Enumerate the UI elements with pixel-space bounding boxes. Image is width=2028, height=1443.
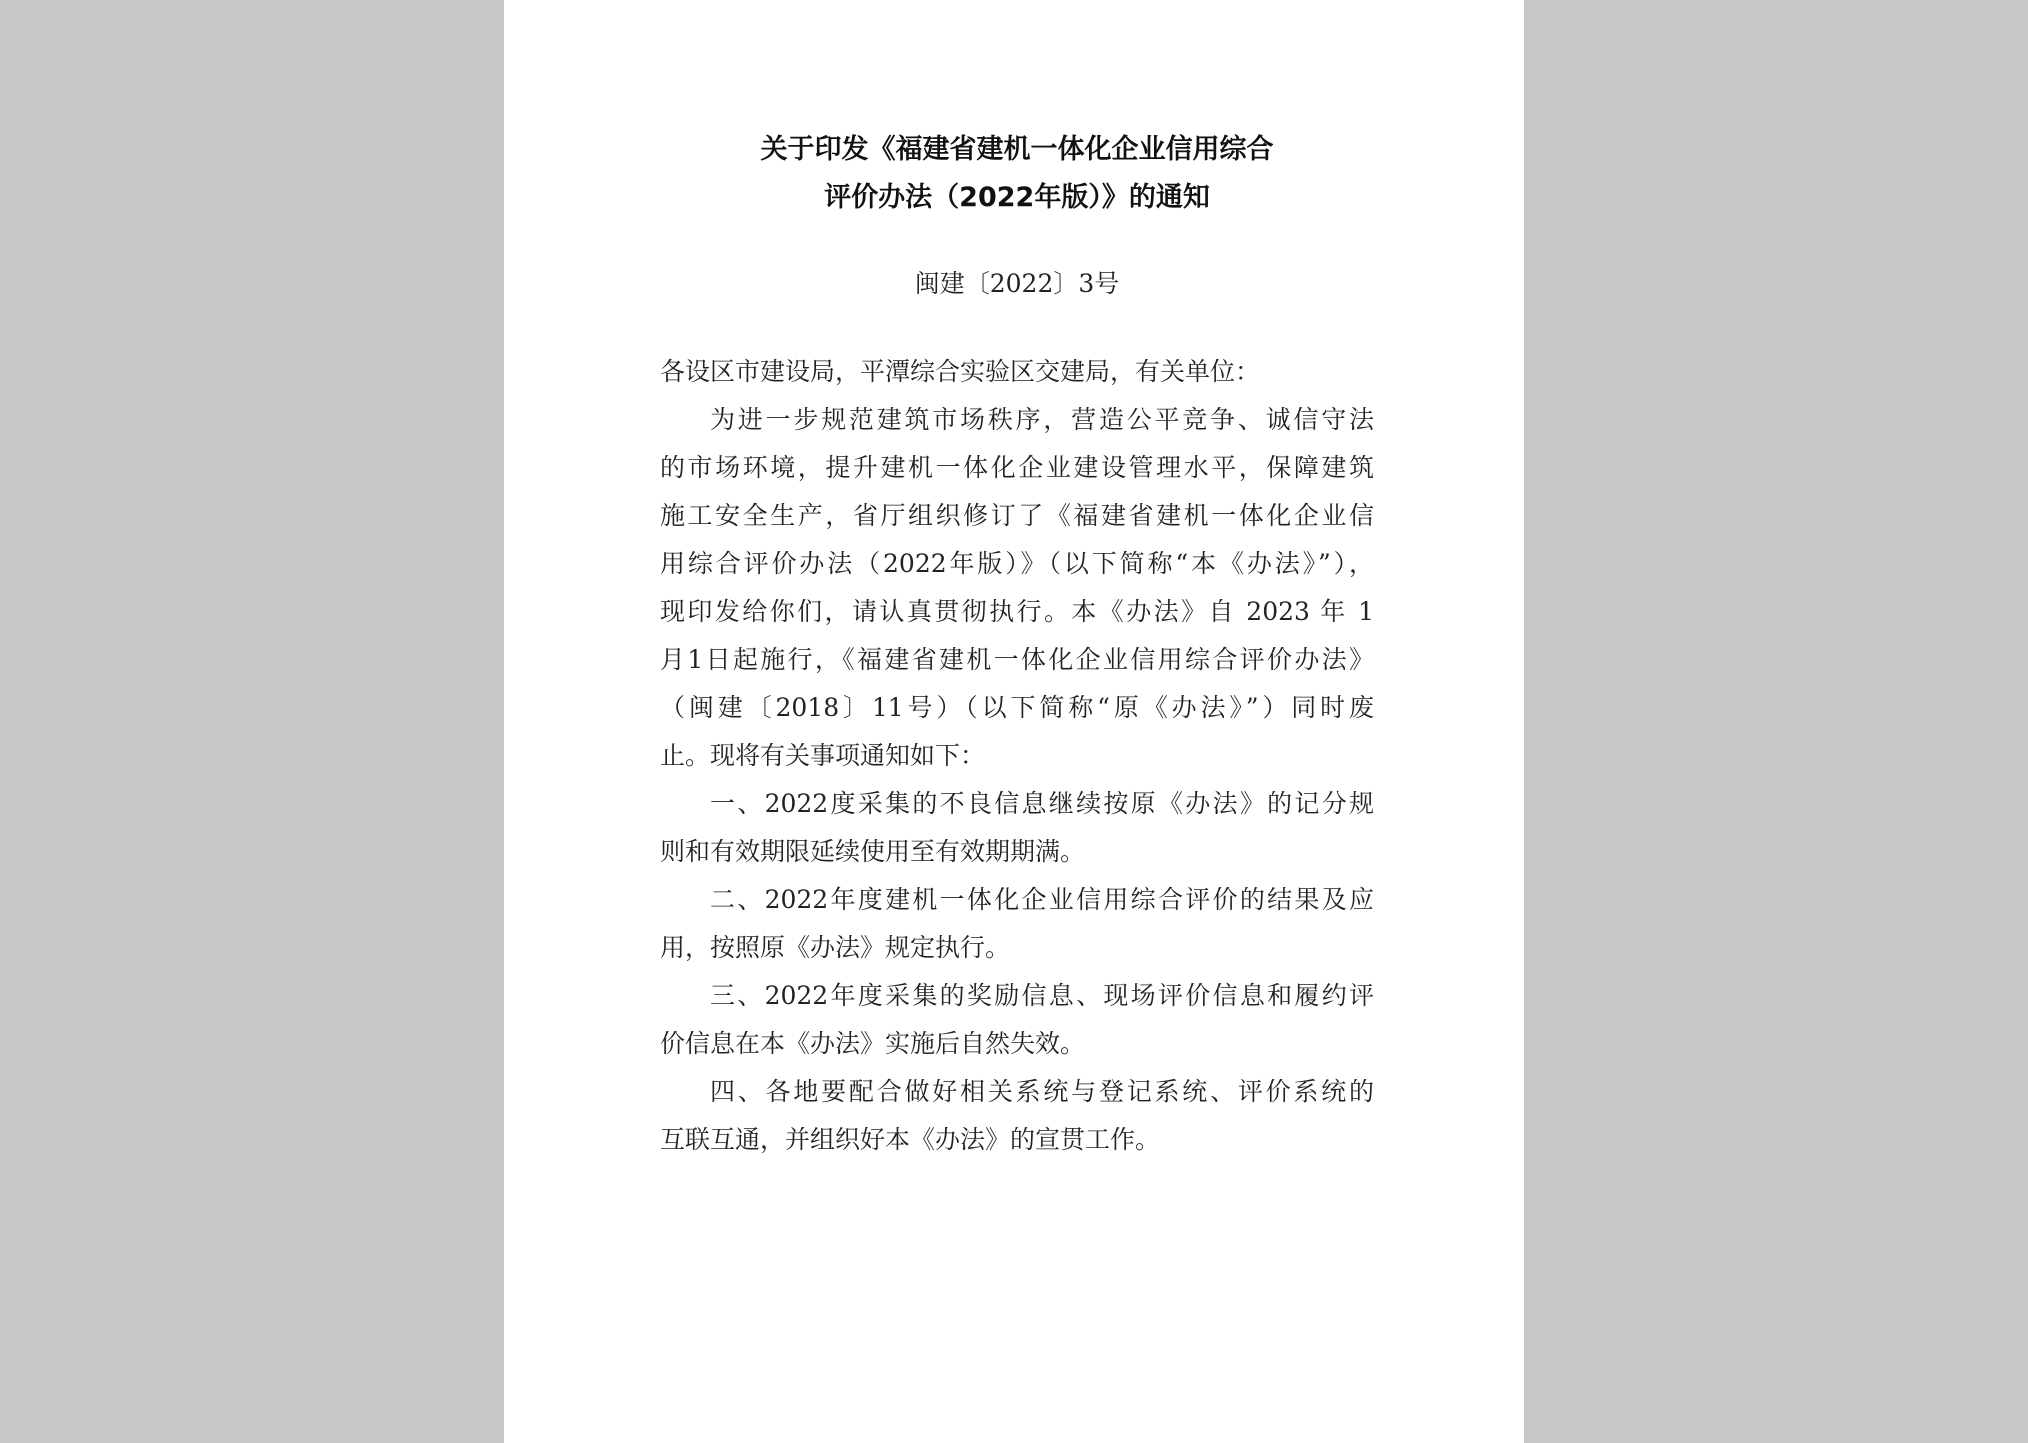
paragraph-intro (660, 396, 1374, 780)
paragraph-line: 用综合评价办法（2022年版）》（以下简称“本《办法》”）， (660, 549, 1374, 578)
paragraph-line: 一、2022度采集的不良信息继续按原《办法》的记分规 (710, 789, 1374, 818)
title-line: 评价办法（2022年版）》的通知 (824, 182, 1210, 213)
paragraph-line: 为进一步规范建筑市场秩序，营造公平竞争、诚信守法 (710, 405, 1374, 434)
paragraph-line: 则和有效期限延续使用至有效期期满。 (660, 837, 1086, 866)
paragraph-item-3 (660, 972, 1374, 1068)
paragraph-line: 施工安全生产，省厅组织修订了《福建省建机一体化企业信 (660, 501, 1374, 530)
document-content (660, 126, 1374, 1164)
paragraph-line: 现印发给你们，请认真贯彻执行。本《办法》自 2023 年 1 (660, 597, 1374, 626)
salutation: 各设区市建设局，平潭综合实验区交建局，有关单位： (660, 357, 1261, 386)
paragraph-line: 价信息在本《办法》实施后自然失效。 (660, 1029, 1086, 1058)
paragraph-line: 互联互通，并组织好本《办法》的宣贯工作。 (660, 1125, 1161, 1154)
paragraph-line: 二、2022年度建机一体化企业信用综合评价的结果及应 (710, 885, 1374, 914)
paragraph-line: （闽建〔2018〕11号）（以下简称“原《办法》”）同时废 (660, 693, 1374, 722)
paragraph-line: 四、各地要配合做好相关系统与登记系统、评价系统的 (710, 1077, 1374, 1106)
paragraph-line: 用，按照原《办法》规定执行。 (660, 933, 1011, 962)
paragraph-line: 的市场环境，提升建机一体化企业建设管理水平，保障建筑 (660, 453, 1374, 482)
title-line: 关于印发《福建省建机一体化企业信用综合 (760, 134, 1274, 165)
paragraph-line: 止。现将有关事项通知如下： (660, 741, 986, 770)
document-number: 闽建〔2022〕3号 (914, 269, 1120, 298)
document-title (660, 126, 1374, 222)
paragraph-item-1 (660, 780, 1374, 876)
paragraph-line: 三、2022年度采集的奖励信息、现场评价信息和履约评 (710, 981, 1374, 1010)
paragraph-item-4 (660, 1068, 1374, 1164)
document-page (504, 0, 1524, 1443)
paragraph-item-2 (660, 876, 1374, 972)
paragraph-line: 月1日起施行，《福建省建机一体化企业信用综合评价办法》 (660, 645, 1374, 674)
